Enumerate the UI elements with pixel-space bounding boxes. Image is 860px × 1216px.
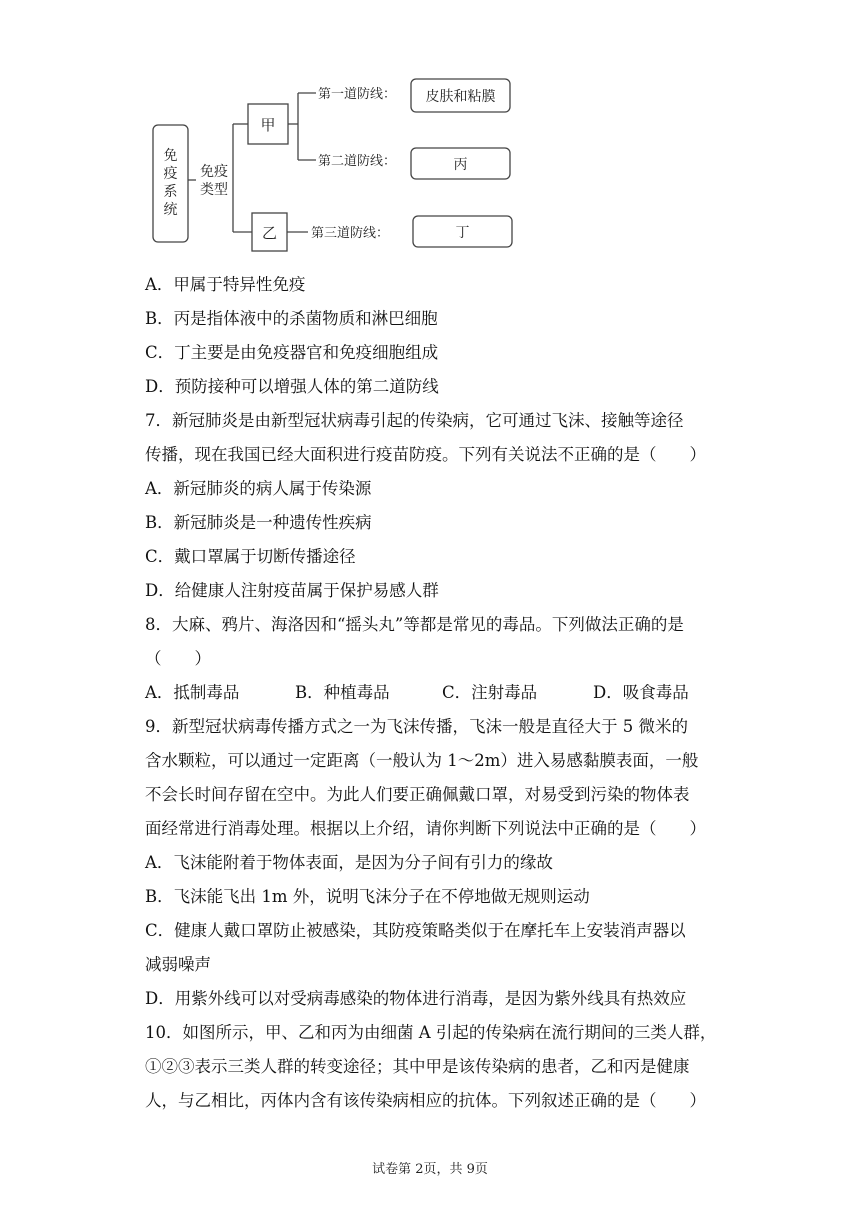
- q7-option-b: B．新冠肺炎是一种遗传性疾病: [145, 513, 372, 532]
- box2-label: 丙: [453, 157, 468, 173]
- q9-option-b: B．飞沫能飞出 1m 外，说明飞沫分子在不停地做无规则运动: [145, 887, 590, 906]
- q8-stem-line1: 8．大麻、鸦片、海洛因和“摇头丸”等都是常见的毒品。下列做法正确的是: [145, 615, 684, 634]
- jia-label: 甲: [260, 116, 276, 134]
- root-label-2: 疫: [163, 166, 178, 182]
- q10-stem-line1: 10．如图所示，甲、乙和丙为由细菌 A 引起的传染病在流行期间的三类人群，: [145, 1023, 717, 1042]
- q7-option-a: A．新冠肺炎的病人属于传染源: [145, 479, 372, 498]
- line1-label: 第一道防线：: [318, 87, 397, 102]
- line3-label: 第三道防线：: [311, 226, 390, 241]
- q9-option-d: D．用紫外线可以对受病毒感染的物体进行消毒，是因为紫外线具有热效应: [145, 989, 687, 1008]
- box3-label: 丁: [455, 225, 470, 241]
- page-footer: 试卷第 2页，共 9页: [372, 1162, 488, 1177]
- q8-option-c: C．注射毒品: [442, 683, 538, 702]
- q6-option-b: B．丙是指体液中的杀菌物质和淋巴细胞: [145, 309, 438, 328]
- q9-stem-line4: 面经常进行消毒处理。根据以上介绍，请你判断下列说法中正确的是（ ）: [145, 819, 706, 838]
- q10-stem-line3: 人，与乙相比，丙体内含有该传染病相应的抗体。下列叙述正确的是（ ）: [145, 1091, 706, 1110]
- q8-option-a: A．抵制毒品: [145, 683, 240, 702]
- line2-label: 第二道防线：: [318, 154, 397, 169]
- q7-option-c: C．戴口罩属于切断传播途径: [145, 547, 356, 566]
- q7-stem-line2: 传播，现在我国已经大面积进行疫苗防疫。下列有关说法不正确的是（ ）: [145, 445, 706, 464]
- q10-stem-line2: ①②③表示三类人群的转变途径；其中甲是该传染病的患者，乙和丙是健康: [145, 1057, 690, 1076]
- q9-option-c-line2: 减弱噪声: [145, 955, 211, 974]
- root-label-3: 系: [163, 184, 178, 200]
- root-label-1: 免: [163, 148, 178, 164]
- q8-stem-line2: （ ）: [145, 649, 211, 668]
- q9-stem-line1: 9．新型冠状病毒传播方式之一为飞沫传播，飞沫一般是直径大于 5 微米的: [145, 717, 688, 736]
- q9-option-a: A．飞沫能附着于物体表面，是因为分子间有引力的缘故: [145, 853, 553, 872]
- q7-stem-line1: 7．新冠肺炎是由新型冠状病毒引起的传染病，它可通过飞沫、接触等途径: [145, 411, 684, 430]
- type-label-2: 类型: [200, 182, 228, 198]
- type-label-1: 免疫: [200, 164, 228, 180]
- q6-option-c: C．丁主要是由免疫器官和免疫细胞组成: [145, 343, 439, 362]
- q9-stem-line3: 不会长时间存留在空中。为此人们要正确佩戴口罩，对易受到污染的物体表: [145, 785, 690, 804]
- immune-system-diagram: [0, 0, 860, 260]
- q7-option-d: D．给健康人注射疫苗属于保护易感人群: [145, 581, 439, 600]
- q6-option-d: D．预防接种可以增强人体的第二道防线: [145, 377, 439, 396]
- yi-label: 乙: [261, 224, 278, 242]
- q8-option-d: D．吸食毒品: [593, 683, 689, 702]
- q9-stem-line2: 含水颗粒，可以通过一定距离（一般认为 1～2m）进入易感黏膜表面，一般: [145, 751, 699, 770]
- q6-option-a: A．甲属于特异性免疫: [145, 275, 306, 294]
- box1-label: 皮肤和粘膜: [425, 89, 496, 105]
- q8-option-b: B．种植毒品: [295, 683, 390, 702]
- q9-option-c-line1: C．健康人戴口罩防止被感染，其防疫策略类似于在摩托车上安装消声器以: [145, 921, 686, 940]
- root-label-4: 统: [163, 202, 178, 218]
